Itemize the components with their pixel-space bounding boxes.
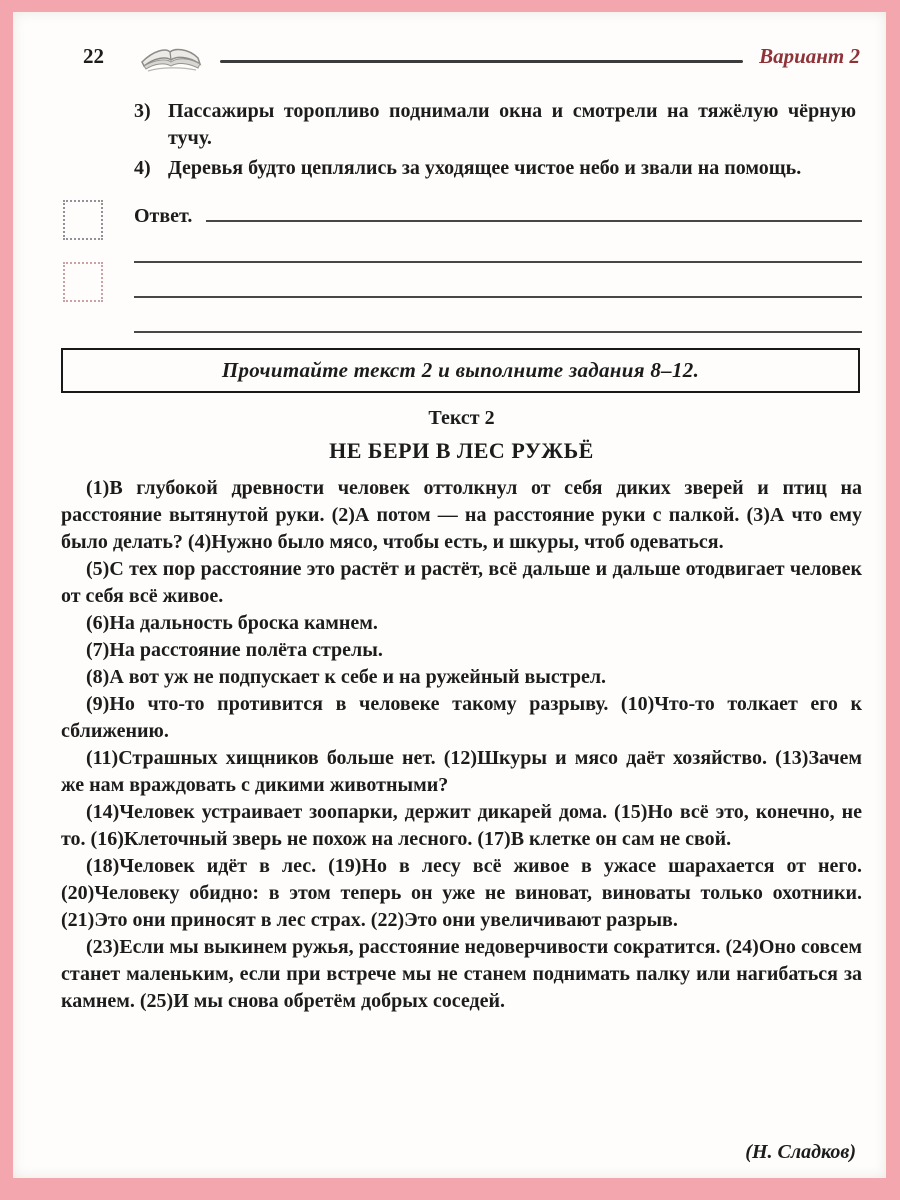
paragraph: (9)Но что-то противится в человеке такому разрыву. (10)Что-то толкает его к сближению.	[61, 693, 862, 742]
answer-line	[134, 228, 862, 263]
option-4	[134, 155, 856, 182]
page-header	[61, 34, 862, 78]
paragraph: (7)На расстояние полёта стрелы.	[86, 639, 383, 661]
text2-title: НЕ БЕРИ В ЛЕС РУЖЬЁ	[329, 438, 594, 463]
paragraph: (14)Человек устраивает зоопарки, держит дикарей дома. (15)Но всё это, конечно, не то. (16)Клеточный зверь не похож на лесного. (17)В клетке он сам не свой.	[61, 801, 862, 850]
author-signature: (Н. Сладков)	[745, 1141, 856, 1163]
paragraph: (5)С тех пор расстояние это растёт и растёт, всё дальше и дальше отодвигает человек от себя всё живое.	[61, 558, 862, 607]
option-number: 3)	[134, 100, 151, 122]
paragraph: (11)Страшных хищников больше нет. (12)Шкуры и мясо даёт хозяйство. (13)Зачем же нам враждовать с дикими животными?	[61, 747, 862, 796]
paragraph: (8)А вот уж не подпускает к себе и на ружейный выстрел.	[86, 666, 607, 688]
answer-line	[206, 202, 862, 222]
instruction-text: Прочитайте текст 2 и выполните задания 8–12.	[221, 358, 700, 382]
paragraph: (23)Если мы выкинем ружья, расстояние недоверчивости сократится. (24)Оно совсем станет маленьким, если при встрече мы не станем поднимать палку или нагибаться за камнем. (25)И мы снова обретём добрых соседей.	[61, 936, 862, 1012]
text2-body	[61, 475, 862, 1015]
task-options	[134, 98, 856, 182]
answer-block	[61, 202, 862, 326]
answer-label: Ответ.	[134, 205, 193, 227]
answer-checkbox-2	[63, 262, 103, 302]
paragraph: (18)Человек идёт в лес. (19)Но в лесу всё живое в ужасе шарахается от него. (20)Человеку обидно: в этом теперь он уже не виноват, виноваты только охотники. (21)Это они приносят в лес страх. (22)Это они увеличивают разрыв.	[61, 855, 862, 931]
answer-row	[134, 202, 862, 228]
option-text: Пассажиры торопливо поднимали окна и смотрели на тяжёлую чёрную тучу.	[168, 100, 856, 149]
option-number: 4)	[134, 157, 151, 179]
answer-line	[134, 263, 862, 298]
option-3	[134, 98, 856, 152]
text2-label: Текст 2	[428, 407, 495, 429]
open-book-icon	[134, 36, 206, 76]
page-number: 22	[83, 43, 104, 68]
variant-label: Вариант 2	[759, 43, 860, 68]
answer-checkbox-1	[63, 200, 103, 240]
header-rule	[220, 60, 743, 63]
page	[13, 12, 886, 1178]
answer-line	[134, 298, 862, 333]
paragraph: (6)На дальность броска камнем.	[86, 612, 378, 634]
instruction-box	[61, 348, 860, 393]
option-text: Деревья будто цеплялись за уходящее чистое небо и звали на помощь.	[168, 157, 802, 179]
paragraph: (1)В глубокой древности человек оттолкнул от себя диких зверей и птиц на расстояние вытянутой руки. (2)А потом — на расстояние руки с палкой. (3)А что ему было делать? (4)Нужно было мясо, чтобы есть, и шкуры, чтоб одеваться.	[61, 477, 862, 553]
